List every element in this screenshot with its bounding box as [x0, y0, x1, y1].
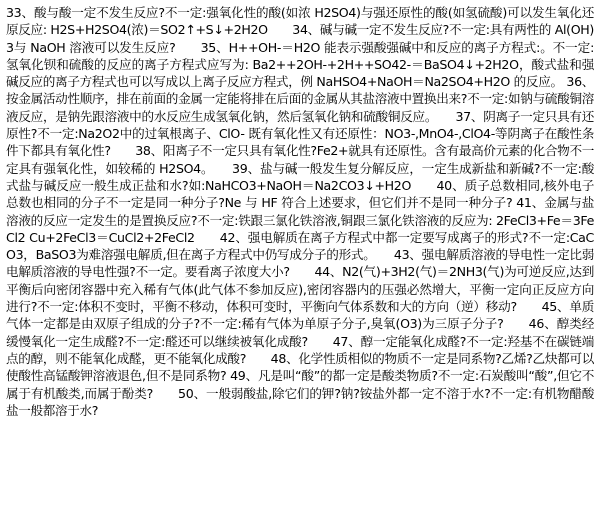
- chemistry-notes-text: 33、酸与酸一定不发生反应?不一定:强氧化性的酸(如浓 H2SO4)与强还原性的酸(如氢硫酸)可以发生氧化还原反应: H2S+H2SO4(浓)＝SO2↑+S↓+2H2O 34、碱与碱一定不发生反应?不一定:具有两性的 Al(OH)3与 NaOH 溶液可以发生反应? 35、H++OH-＝H2O 能表示强酸强碱中和反应的离子方程式:。不一定:氢氧化钡和硫酸的反应的离子方程式应写为: Ba2++2OH-+2H++SO42-＝BaSO4↓+2H2O，酸式盐和强碱反应的离子方程式也可以写成以上离子反应方程式，例 NaHSO4+NaOH＝Na2SO4+H2O 的反应。 36、按金属活动性顺序，排在前面的金属一定能将排在后面的金属从其盐溶液中置换出来?不一定:如钠与硫酸铜溶液反应，是钠先跟溶液中的水反应生成氢氧化钠，然后氢氧化钠和硫酸铜反应。 37、阴离子一定只具有还原性?不一定:Na2O2中的过氧根离子、ClO- 既有氧化性又有还原性：NO3-,MnO4-,ClO4-等阴离子在酸性条件下都具有氧化性? 38、阳离子不一定只具有氧化性?Fe2+就具有还原性。含有最高价元素的化合物不一定具有强氧化性，如较稀的 H2SO4。 39、盐与碱一般发生复分解反应，一定生成新盐和新碱?不一定:酸式盐与碱反应一般生成正盐和水?如:NaHCO3+NaOH＝Na2CO3↓+H2O 40、质子总数相同,核外电子总数也相同的分子不一定是同一种分子?Ne 与 HF 符合上述要求，但它们并不是同一种分子? 41、金属与盐溶液的反应一定发生的是置换反应?不一定:铁跟三氯化铁溶液,铜跟三氯化铁溶液的反应为: 2FeCl3+Fe＝3FeCl2 Cu+2FeCl3＝CuCl2+2FeCl2 42、强电解质在离子方程式中都一定要写成离子的形式?不一定:CaCO3，BaSO3为难溶强电解质,但在离子方程式中仍写成分子的形式。 43、强电解质溶液的导电性一定比弱电解质溶液的导电性强?不一定。要看离子浓度大小? 44、N2(气)+3H2(气)＝2NH3(气)为可逆反应,达到平衡后向密闭容器中充入稀有气体(此气体不参加反应),密闭容器内的压强必然增大，平衡一定向正反应方向进行?不一定:体积不变时，平衡不移动，体积可变时，平衡向气体系数和大的方向（逆）移动? 45、单质气体一定都是由双原子组成的分子?不一定:稀有气体为单原子分子,臭氧(O3)为三原子分子? 46、醇类经缓慢氧化一定生成醛?不一定:醛还可以继续被氧化成酸? 47、醇一定能氧化成醛?不一定:羟基不在碳链端点的醇，则不能氧化成醛，更不能氧化成酸? 48、化学性质相似的物质不一定是同系物?乙烯?乙炔都可以使酸性高锰酸钾溶液退色,但不是同系物? 49、凡是叫“酸”的都一定是酸类物质?不一定:石炭酸叫“酸”,但它不属于有机酸类,而属于酚类? 50、一般弱酸盐,除它们的钾?钠?铵盐外都一定不溶于水?不一定:有机物醋酸盐一般都溶于水?: [6, 5, 594, 418]
